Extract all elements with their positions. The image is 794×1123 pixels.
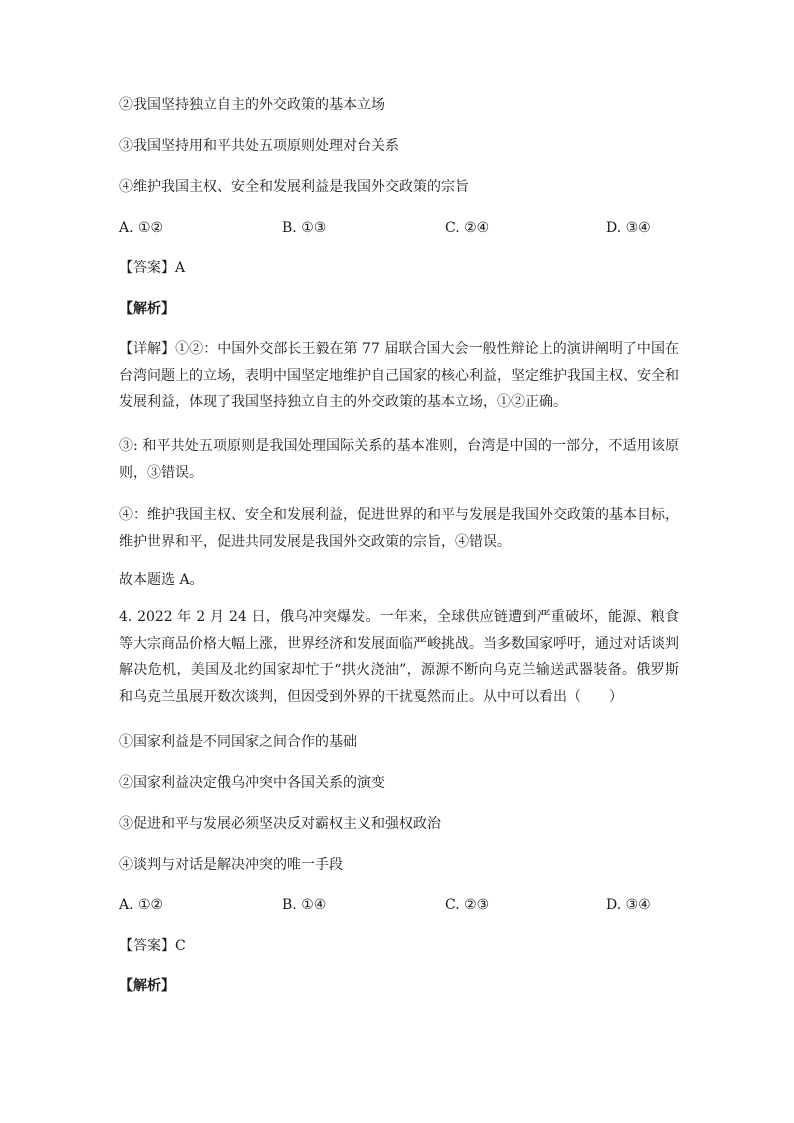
q4-option-a: A. ①② <box>119 897 164 913</box>
q3-statement-4: ④维护我国主权、安全和发展利益是我国外交政策的宗旨 <box>119 179 469 195</box>
q3-statement-2: ②我国坚持独立自主的外交政策的基本立场 <box>119 97 385 113</box>
q4-statement-1: ①国家利益是不同国家之间合作的基础 <box>119 734 357 750</box>
q3-detail-paragraph-1: 【详解】①②：中国外交部长王毅在第 77 届联合国大会一般性辩论上的演讲阐明了中国在台湾问题上的立场，表明中国坚定地维护自己国家的核心利益，坚定维护我国主权、安全和发展利益，体现了我国坚持独立自主的外交政策的基本立场，①②正确。 <box>119 341 679 410</box>
q3-option-c: C. ②④ <box>445 220 490 236</box>
q4-option-c: C. ②③ <box>445 897 490 913</box>
q3-option-d: D. ③④ <box>606 220 651 236</box>
q3-option-b: B. ①③ <box>282 220 327 236</box>
q4-option-d: D. ③④ <box>606 897 651 913</box>
q4-option-b: B. ①④ <box>282 897 327 913</box>
q4-statement-2: ②国家利益决定俄乌冲突中各国关系的演变 <box>119 775 385 791</box>
q4-statement-3: ③促进和平与发展必须坚决反对霸权主义和强权政治 <box>119 816 441 832</box>
q4-answer: 【答案】C <box>119 938 186 954</box>
q3-option-a: A. ①② <box>119 220 164 236</box>
q3-statement-3: ③我国坚持用和平共处五项原则处理对台关系 <box>119 138 399 154</box>
q4-analysis-label: 【解析】 <box>119 978 175 994</box>
q3-detail-paragraph-2: ③: 和平共处五项原则是我国处理国际关系的基本准则，台湾是中国的一部分，不适用该原则，③错误。 <box>119 438 679 481</box>
q4-stem: 4. 2022 年 2 月 24 日，俄乌冲突爆发。一年来，全球供应链遭到严重破坏，能源、粮食等大宗商品价格大幅上涨，世界经济和发展面临严峻挑战。当多数国家呼吁，通过对话谈判解决危机，美国及北约国家却忙于“拱火浇油”，源源不断向乌克兰输送武器装备。俄罗斯和乌克兰虽展开数次谈判，但因受到外界的干扰戛然而止。从中可以看出（ ） <box>119 609 679 705</box>
q3-conclusion: 故本题选 A。 <box>119 572 204 588</box>
q3-detail-paragraph-3: ④：维护我国主权、安全和发展利益，促进世界的和平与发展是我国外交政策的基本目标，维护世界和平，促进共同发展是我国外交政策的宗旨，④错误。 <box>119 507 679 550</box>
q3-analysis-label: 【解析】 <box>119 301 175 317</box>
q3-answer: 【答案】A <box>119 260 186 276</box>
q4-statement-4: ④谈判与对话是解决冲突的唯一手段 <box>119 857 343 873</box>
